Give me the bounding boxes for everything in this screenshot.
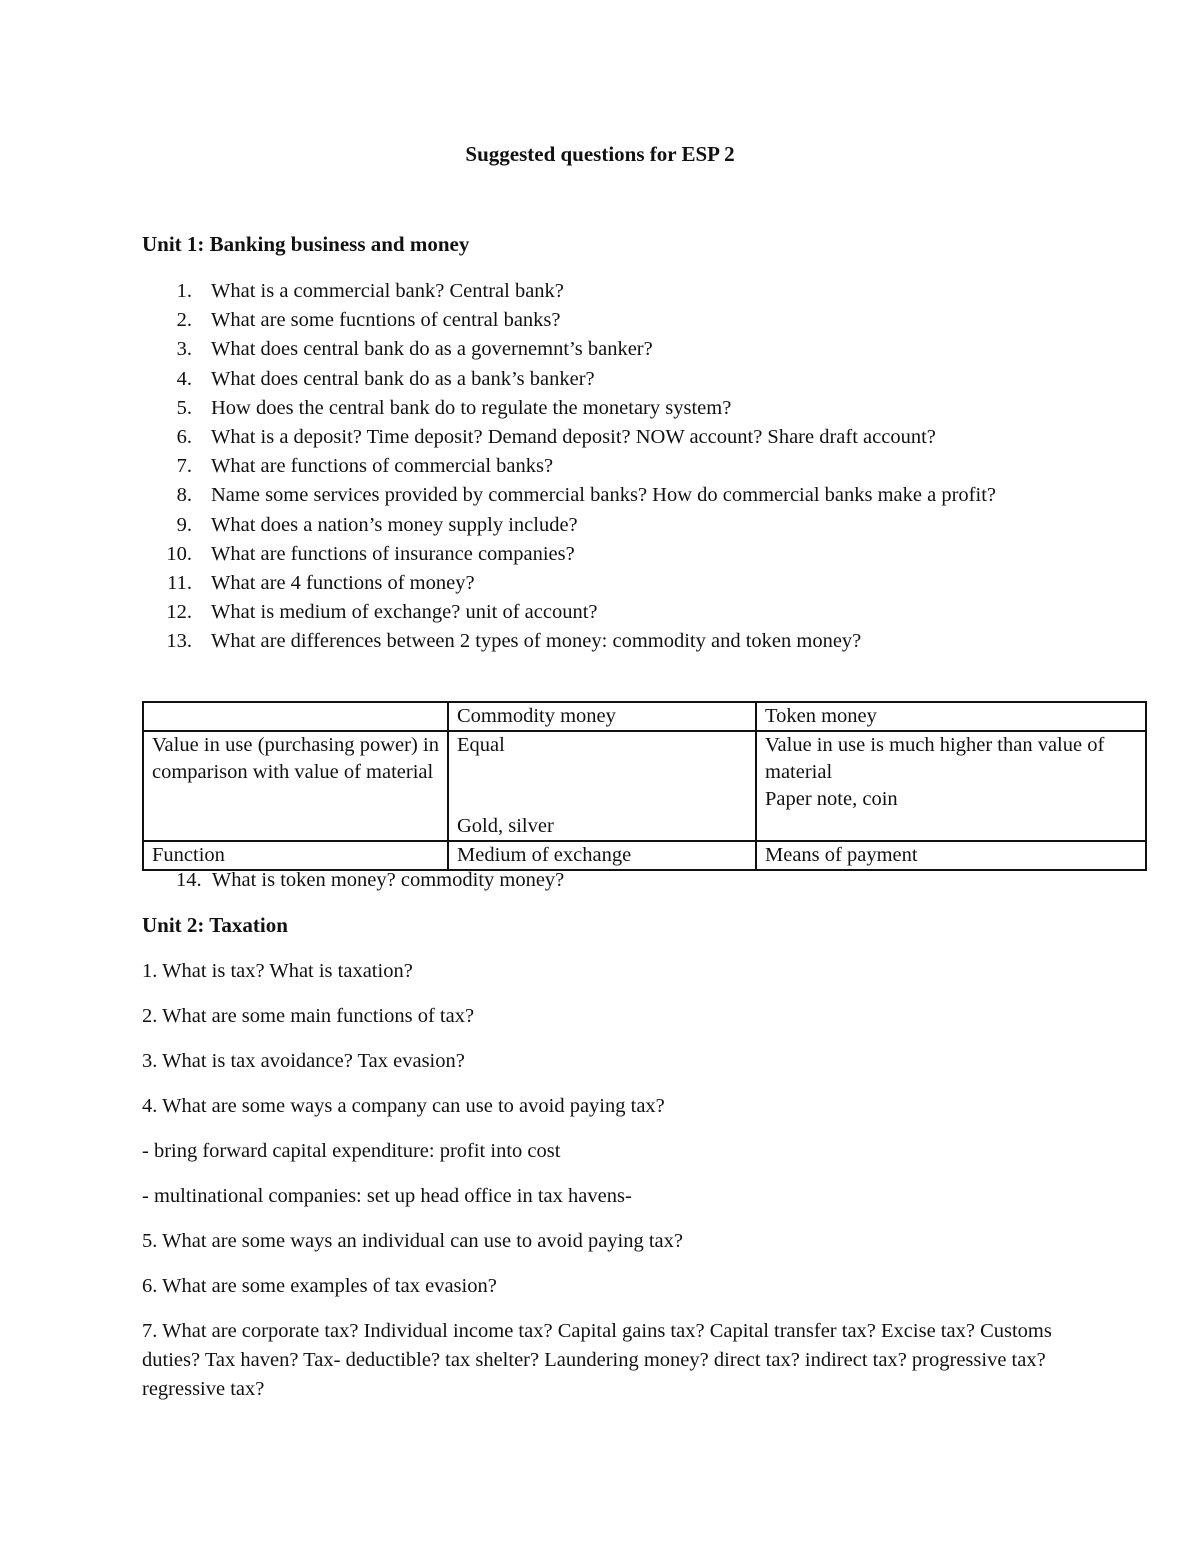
list-item: 10. What are functions of insurance companies?: [166, 542, 575, 565]
list-item: 14. What is token money? commodity money?: [176, 869, 565, 891]
unit2-heading: Unit 2: Taxation: [142, 913, 288, 937]
unit2-line: 1. What is tax? What is taxation?: [142, 960, 413, 982]
cell-line: Gold, silver: [457, 815, 554, 837]
list-item: 1. What is a commercial bank? Central bank?: [176, 280, 564, 302]
unit2-line: 3. What is tax avoidance? Tax evasion?: [142, 1050, 465, 1072]
unit2-line: 2. What are some main functions of tax?: [142, 1005, 475, 1027]
list-item: 13. What are differences between 2 types of money: commodity and token money?: [166, 630, 862, 653]
table-header-row: [143, 702, 1146, 731]
table-row: [143, 841, 1146, 870]
table-cell: [448, 731, 756, 841]
list-item: 12. What is medium of exchange? unit of account?: [166, 601, 598, 624]
list-item: 11. What are 4 functions of money?: [167, 572, 475, 595]
list-item: 6. What is a deposit? Time deposit? Demand deposit? NOW account? Share draft account?: [176, 426, 936, 449]
table-cell: Means of payment: [756, 841, 1146, 870]
unit2-line: 6. What are some examples of tax evasion?: [142, 1275, 497, 1297]
cell-spacer: [457, 759, 747, 786]
unit1-heading: Unit 1: Banking business and money: [142, 232, 470, 256]
unit2-line: - multinational companies: set up head office in tax havens-: [142, 1185, 632, 1207]
cell-line: Equal: [457, 734, 505, 756]
table-header-cell: Token money: [756, 702, 1146, 731]
list-item: 4. What does central bank do as a bank’s banker?: [176, 367, 595, 390]
unit2-line: 4. What are some ways a company can use to avoid paying tax?: [142, 1095, 665, 1117]
cell-spacer: [457, 786, 747, 813]
table-cell: Value in use (purchasing power) in comparison with value of material: [143, 731, 448, 841]
cell-line: Value in use is much higher than value of material: [765, 734, 1105, 783]
table-row: [143, 731, 1146, 841]
list-item: 8. Name some services provided by commercial banks? How do commercial banks make a profit?: [176, 484, 996, 507]
list-item: 3. What does central bank do as a governemnt’s banker?: [176, 338, 653, 361]
table-header-cell: Commodity money: [448, 702, 756, 731]
list-item: 5. How does the central bank do to regulate the monetary system?: [176, 396, 732, 419]
table-cell: Function: [143, 841, 448, 870]
list-item: 2. What are some fucntions of central banks?: [176, 309, 561, 332]
table-header-cell: [143, 702, 448, 731]
list-item: 9. What does a nation’s money supply include?: [176, 513, 578, 536]
money-comparison-table: [142, 701, 1147, 871]
document-title: Suggested questions for ESP 2: [465, 142, 735, 166]
table-cell: Medium of exchange: [448, 841, 756, 870]
cell-line: Paper note, coin: [765, 788, 898, 810]
unit1-question-list: [142, 277, 1102, 657]
list-item: 7. What are functions of commercial banks?: [176, 455, 554, 478]
unit2-paragraph: 7. What are corporate tax? Individual income tax? Capital gains tax? Capital transfer tax? Excise tax? Customs duties? Tax haven? Tax- deductible? tax shelter? Laundering money? direct tax? indirect tax? progressive tax? regressive tax?: [142, 1320, 1052, 1400]
unit2-line: - bring forward capital expenditure: profit into cost: [142, 1140, 561, 1162]
unit2-line: 5. What are some ways an individual can use to avoid paying tax?: [142, 1230, 684, 1252]
table-cell: [756, 731, 1146, 841]
